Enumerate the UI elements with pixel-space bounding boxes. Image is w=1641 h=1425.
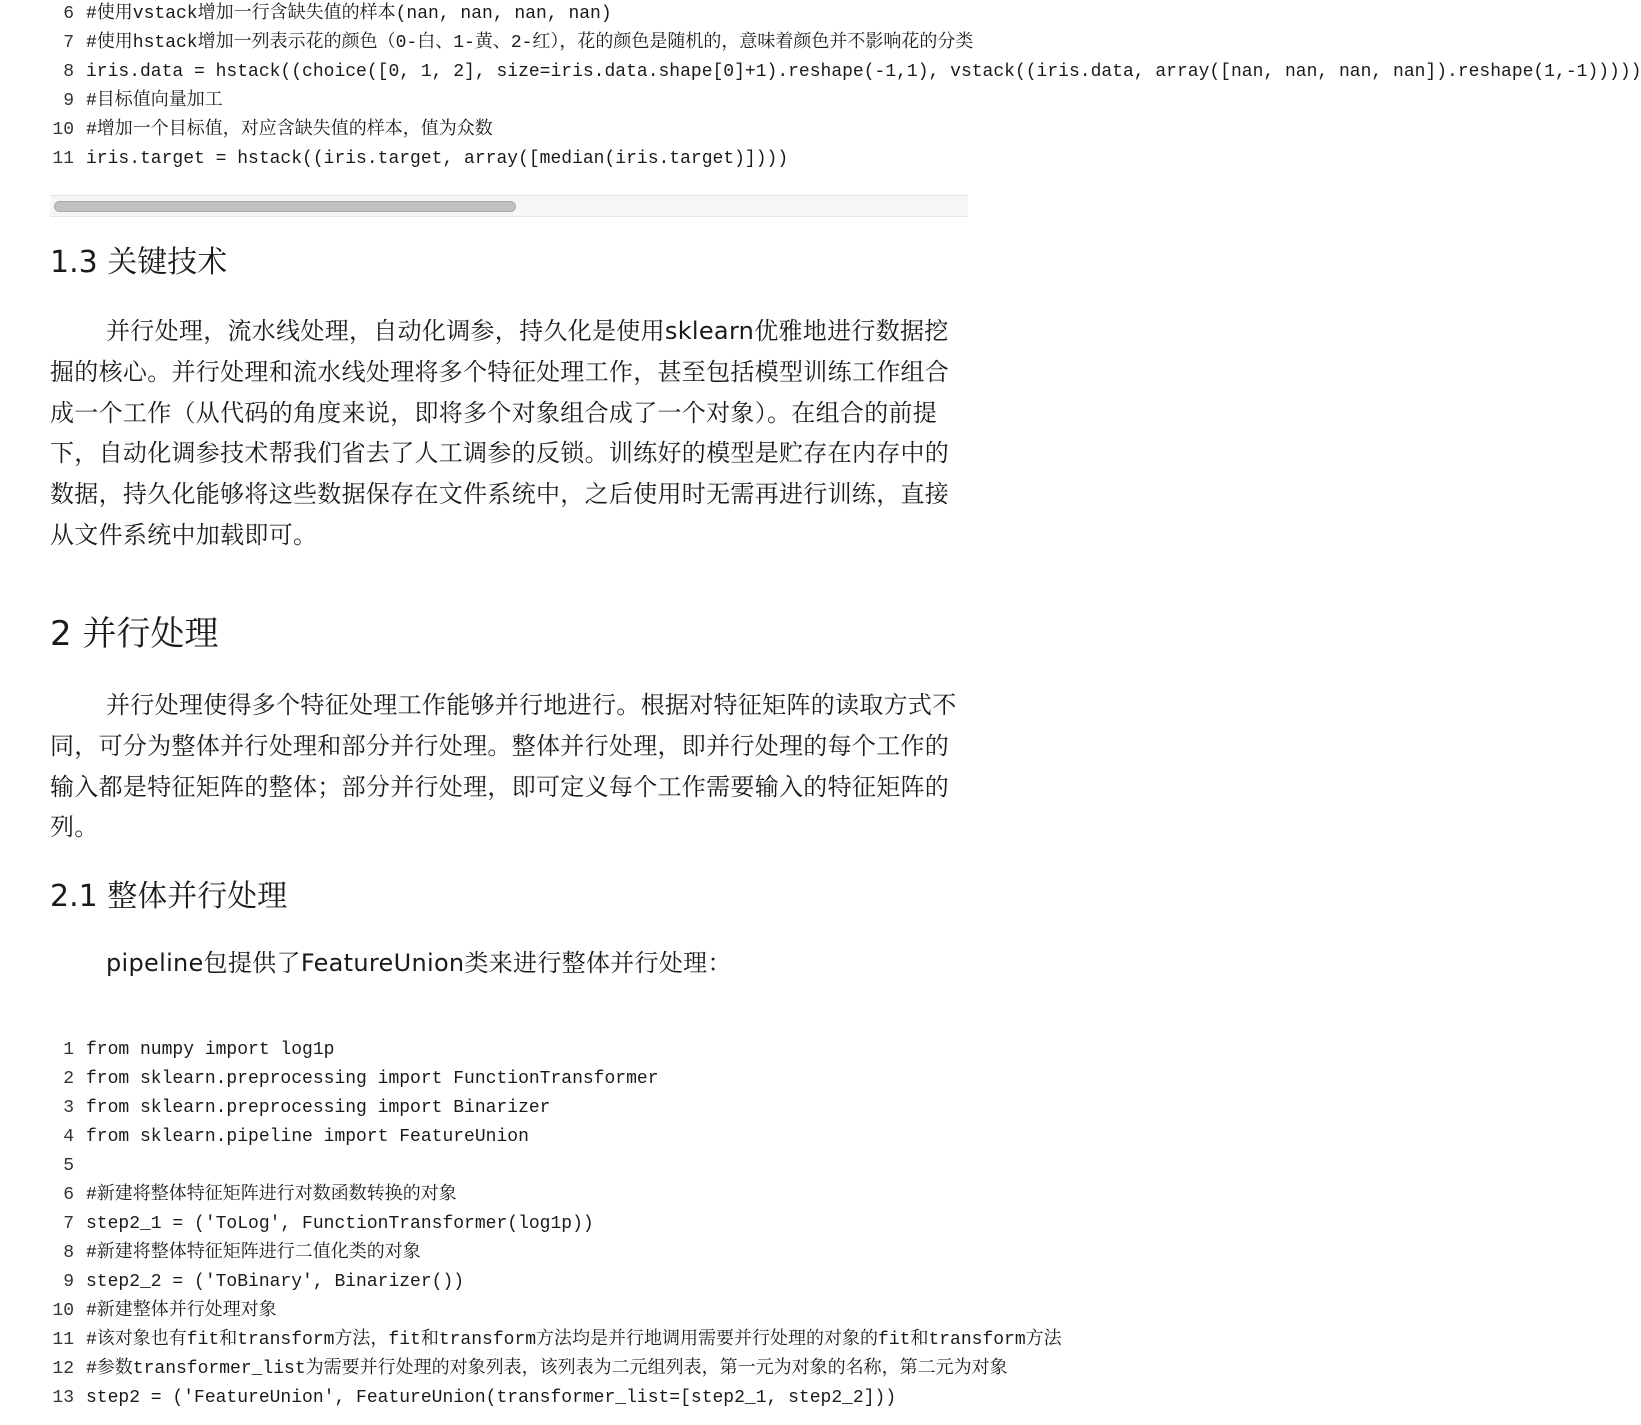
code-text: iris.target = hstack((iris.target, array([median(iris.target)]))) <box>86 149 789 169</box>
code-line <box>50 1036 968 1065</box>
code-line <box>50 1181 968 1210</box>
line-number: 1 <box>63 1040 74 1060</box>
line-number: 6 <box>63 4 74 24</box>
code-line <box>50 1094 968 1123</box>
line-number: 12 <box>52 1359 74 1379</box>
code-line <box>50 29 974 58</box>
line-number: 7 <box>63 33 74 53</box>
line-number: 7 <box>63 1214 74 1234</box>
code-text: step2_1 = ('ToLog', FunctionTransformer(log1p)) <box>86 1214 594 1234</box>
line-number: 8 <box>63 62 74 82</box>
code-line <box>50 1297 968 1326</box>
code-text: #目标值向量加工 <box>86 91 223 111</box>
code-text: from numpy import log1p <box>86 1040 335 1060</box>
code-text: #新建将整体特征矩阵进行对数函数转换的对象 <box>86 1185 457 1205</box>
section-1-3-paragraph: 并行处理，流水线处理，自动化调参，持久化是使用sklearn优雅地进行数据挖掘的核心。并行处理和流水线处理将多个特征处理工作，甚至包括模型训练工作组合成一个工作（从代码的角度来说，即将多个对象组合成了一个对象）。在组合的前提下，自动化调参技术帮我们省去了人工调参的反锁。训练好的模型是贮存在内存中的数据，持久化能够将这些数据保存在文件系统中，之后使用时无需再进行训练，直接从文件系统中加载即可。 <box>50 317 950 549</box>
code-line <box>50 58 1641 87</box>
line-number: 5 <box>63 1156 74 1176</box>
section-heading-2: 2 并行处理 <box>50 614 219 654</box>
section-2-1-paragraph: pipeline包提供了FeatureUnion类来进行整体并行处理： <box>106 949 732 977</box>
code-text: #使用vstack增加一行含缺失值的样本(nan, nan, nan, nan) <box>86 4 612 24</box>
code-block-bottom <box>50 1036 1062 1413</box>
code-text: from sklearn.preprocessing import Binarizer <box>86 1098 551 1118</box>
code-line <box>50 1355 1008 1384</box>
code-text: #新建将整体特征矩阵进行二值化类的对象 <box>86 1243 421 1263</box>
code-text: iris.data = hstack((choice([0, 1, 2], size=iris.data.shape[0]+1).reshape(-1,1), vstack((iris.data, array([nan, nan, nan, nan]).reshape(1,-1))))) <box>86 62 1641 82</box>
code-line <box>50 1239 968 1268</box>
section-heading-1-3: 1.3 关键技术 <box>50 245 228 280</box>
code-line <box>50 1152 968 1181</box>
line-number: 9 <box>63 1272 74 1292</box>
code-text: from sklearn.preprocessing import FunctionTransformer <box>86 1069 659 1089</box>
code-line <box>50 1210 968 1239</box>
code-text: #增加一个目标值，对应含缺失值的样本，值为众数 <box>86 120 493 140</box>
code-line <box>50 0 968 29</box>
code-line <box>50 1268 968 1297</box>
scrollbar-thumb[interactable] <box>54 201 516 212</box>
line-number: 13 <box>52 1388 74 1408</box>
line-number: 10 <box>52 120 74 140</box>
line-number: 11 <box>52 1330 74 1350</box>
code-line <box>50 1123 968 1152</box>
code-text: from sklearn.pipeline import FeatureUnion <box>86 1127 529 1147</box>
code-line <box>50 145 968 174</box>
line-number: 9 <box>63 91 74 111</box>
code-line <box>50 1384 968 1413</box>
code-line <box>50 87 968 116</box>
code-block-top <box>50 0 1641 174</box>
line-number: 11 <box>52 149 74 169</box>
code-text: #该对象也有fit和transform方法，fit和transform方法均是并行地调用需要并行处理的对象的fit和transform方法 <box>86 1330 1062 1350</box>
code-text: #参数transformer_list为需要并行处理的对象列表，该列表为二元组列表，第一元为对象的名称，第二元为对象 <box>86 1359 1008 1379</box>
code-line <box>50 1326 1062 1355</box>
section-heading-2-1: 2.1 整体并行处理 <box>50 879 288 914</box>
code-line <box>50 1065 968 1094</box>
line-number: 10 <box>52 1301 74 1321</box>
code-text: step2 = ('FeatureUnion', FeatureUnion(transformer_list=[step2_1, step2_2])) <box>86 1388 897 1408</box>
line-number: 4 <box>63 1127 74 1147</box>
section-2-paragraph: 并行处理使得多个特征处理工作能够并行地进行。根据对特征矩阵的读取方式不同，可分为整体并行处理和部分并行处理。整体并行处理，即并行处理的每个工作的输入都是特征矩阵的整体；部分并行处理，即可定义每个工作需要输入的特征矩阵的列。 <box>50 691 957 842</box>
code-text: step2_2 = ('ToBinary', Binarizer()) <box>86 1272 465 1292</box>
code-line <box>50 116 968 145</box>
line-number: 3 <box>63 1098 74 1118</box>
line-number: 8 <box>63 1243 74 1263</box>
code-text: #新建整体并行处理对象 <box>86 1301 277 1321</box>
code-text: #使用hstack增加一列表示花的颜色（0-白、1-黄、2-红），花的颜色是随机的，意味着颜色并不影响花的分类 <box>86 33 974 53</box>
horizontal-scrollbar[interactable] <box>50 195 968 217</box>
line-number: 6 <box>63 1185 74 1205</box>
line-number: 2 <box>63 1069 74 1089</box>
